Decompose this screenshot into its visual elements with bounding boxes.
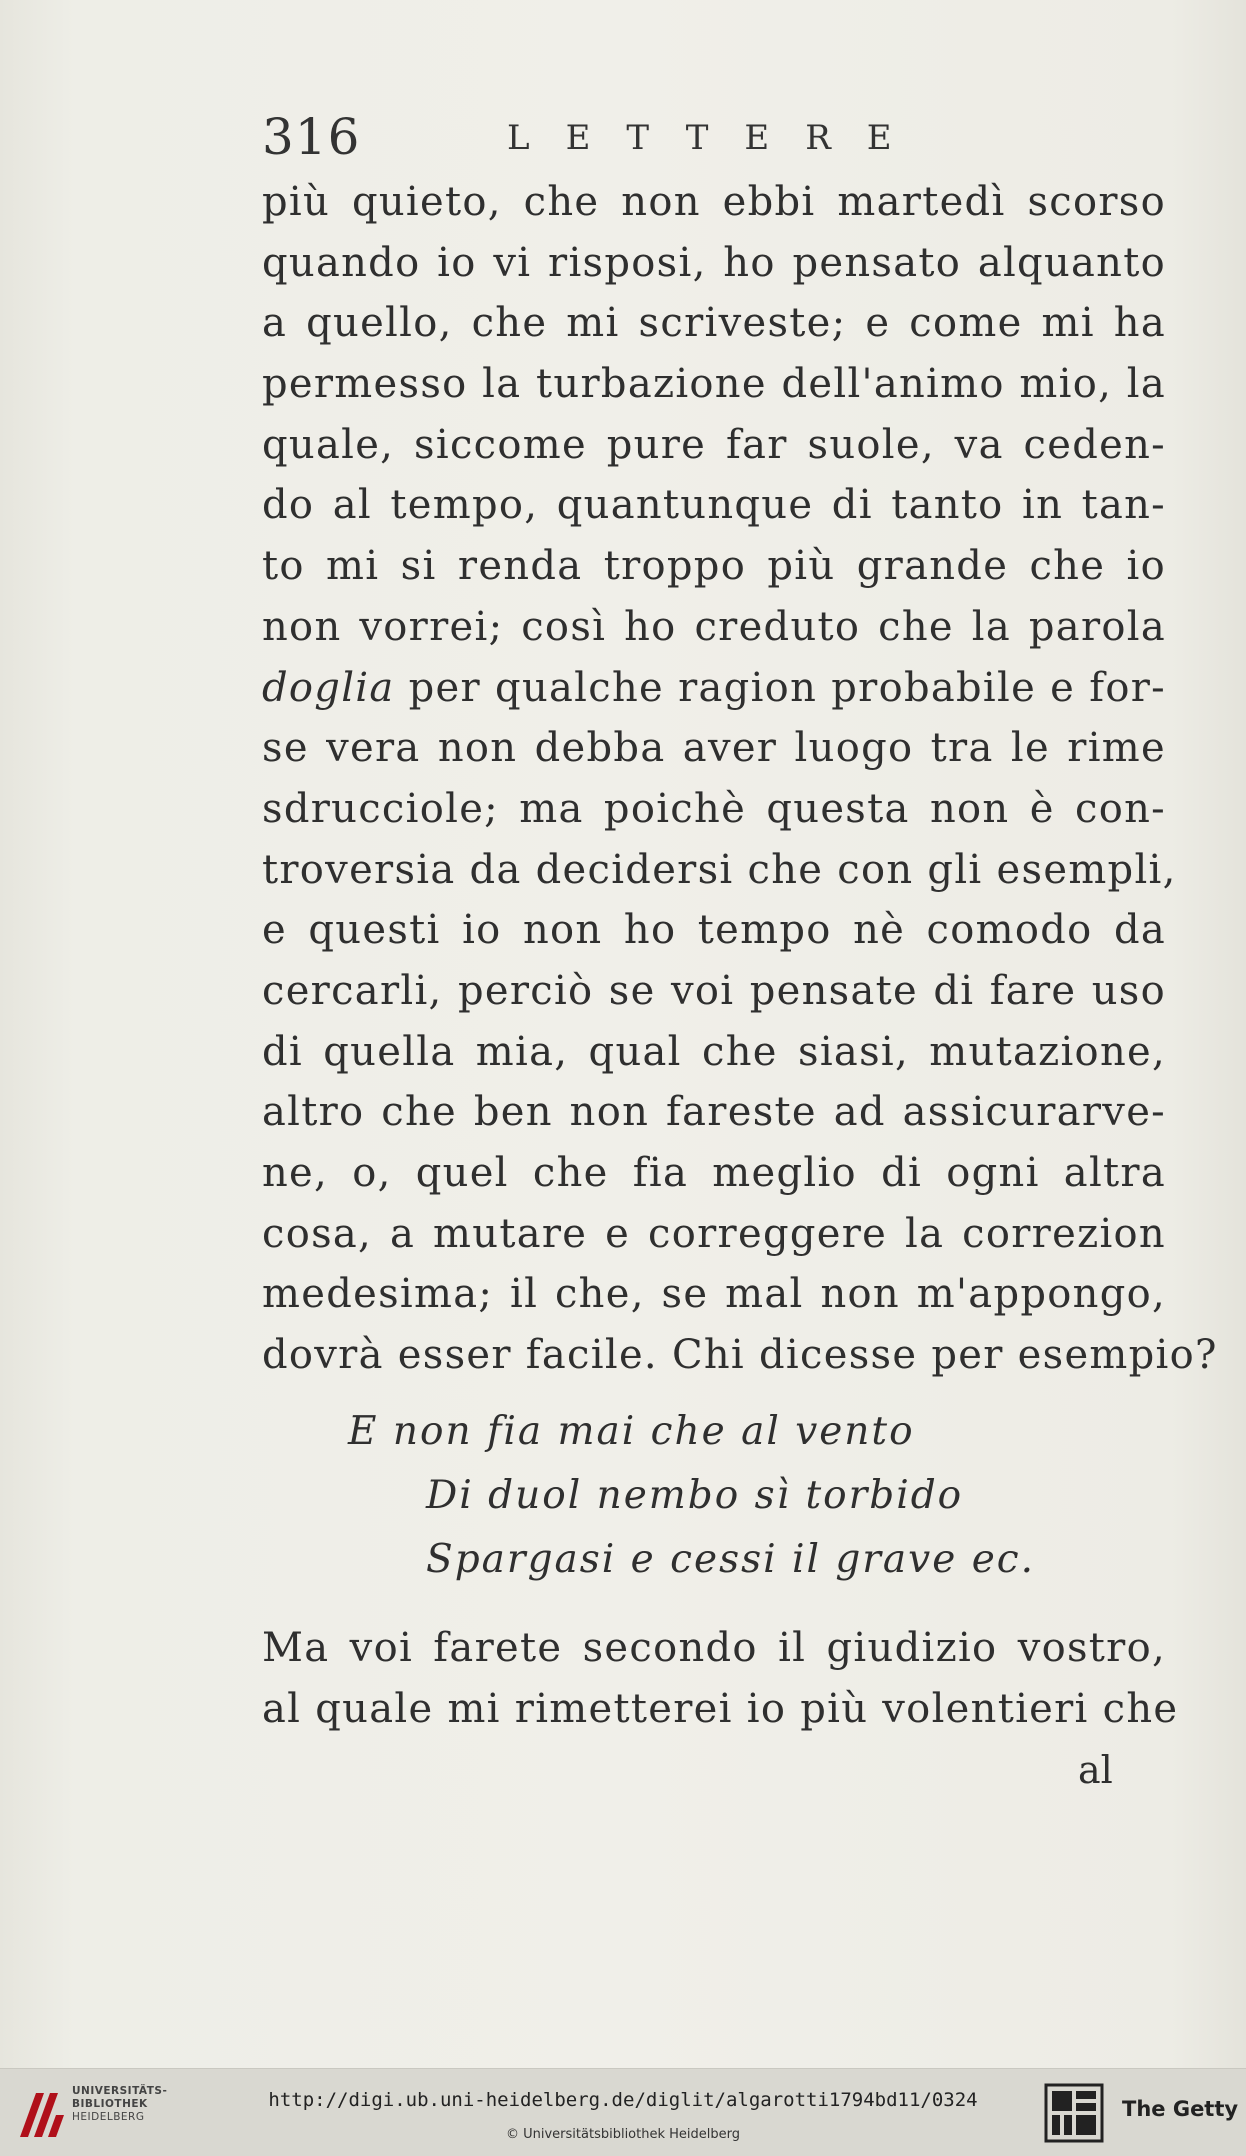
text-line: ne, o, quel che fia meglio di ogni altra	[262, 1150, 1166, 1196]
text-line: di quella mia, qual che siasi, mutazione,	[262, 1028, 1166, 1075]
footer-bar	[0, 2068, 1246, 2156]
catchword: al	[1078, 1748, 1113, 1792]
text-line: medesima; il che, se mal non m'appongo,	[262, 1271, 1166, 1318]
text-line: a quello, che mi scriveste; e come mi ha	[262, 300, 1166, 347]
text-line: più quieto, che non ebbi martedì scorso	[262, 179, 1166, 225]
page-header	[262, 108, 1162, 168]
partner-name: The Getty	[1122, 2097, 1239, 2121]
text-line: to mi si renda troppo più grande che io	[262, 543, 1166, 590]
text-line: al quale mi rimetterei io più volentieri che	[262, 1685, 1179, 1732]
permalink-url[interactable]: http://digi.ub.uni-heidelberg.de/diglit/algarotti1794bd11/0324	[268, 2089, 978, 2111]
page-number: 316	[262, 108, 361, 166]
text-line: se vera non debba aver luogo tra le rime	[262, 725, 1166, 772]
text-line	[262, 658, 1166, 719]
text-line: quale, siccome pure far suole, va ceden-	[262, 421, 1166, 468]
text-line: quando io vi risposi, ho pensato alquanto	[262, 239, 1166, 286]
text-line: sdrucciole; ma poichè questa non è con-	[262, 785, 1166, 832]
text-line: altro che ben non fareste ad assicurarve-	[262, 1089, 1166, 1136]
copyright-notice: © Universitätsbibliothek Heidelberg	[505, 2127, 740, 2142]
closing-text-block	[262, 1618, 1179, 1739]
text-line: e questi io non ho tempo nè comodo da	[262, 907, 1166, 954]
line-rest: per qualche ragion probabile e for-	[394, 664, 1166, 711]
verse-line: Di duol nembo sì torbido	[426, 1473, 964, 1518]
text-line: Ma voi farete secondo il giudizio vostro,	[262, 1625, 1166, 1671]
running-title: LETTERE	[507, 118, 928, 158]
text-line: do al tempo, quantunque di tanto in tan-	[262, 482, 1166, 529]
verse-line: E non fia mai che al vento	[348, 1409, 915, 1454]
getty-logo-icon	[1044, 2081, 1104, 2145]
main-text-block	[262, 172, 1218, 1386]
text-line: cosa, a mutare e correggere la correzion	[262, 1210, 1166, 1257]
text-line: non vorrei; così ho creduto che la parola	[262, 603, 1166, 650]
italic-word: doglia	[262, 664, 395, 711]
text-line: permesso la turbazione dell'animo mio, la	[262, 361, 1166, 408]
text-line: dovrà esser facile. Chi dicesse per esempio?	[262, 1332, 1218, 1379]
verse-line: Spargasi e cessi il grave ec.	[426, 1537, 1036, 1582]
text-line: troversia da decidersi che con gli esempli,	[262, 846, 1177, 893]
verse-quotation	[262, 1400, 1166, 1592]
text-line: cercarli, perciò se voi pensate di fare uso	[262, 967, 1166, 1014]
library-name: UNIVERSITÄTS- BIBLIOTHEK HEIDELBERG	[72, 2085, 168, 2123]
